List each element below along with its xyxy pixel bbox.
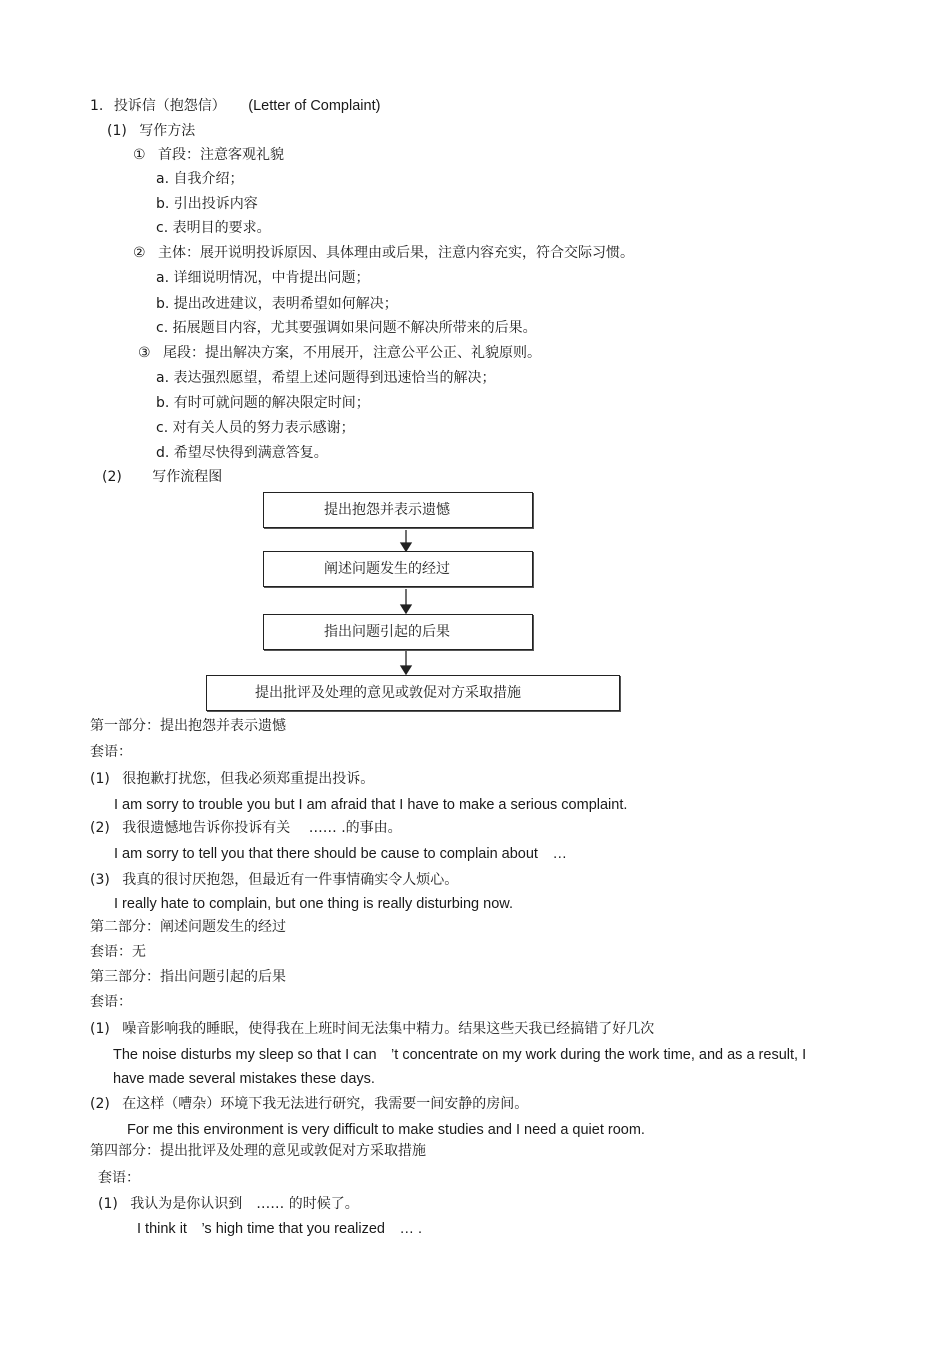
section1-label: (1) bbox=[107, 123, 127, 139]
flow-step-2 bbox=[263, 551, 533, 587]
phrase-cn bbox=[90, 818, 402, 838]
flow-step-1 bbox=[263, 492, 533, 528]
phrase-cn bbox=[90, 769, 374, 789]
phrase-number: (1) bbox=[90, 1021, 110, 1037]
heading-number: 1. bbox=[90, 98, 104, 114]
flow-arrowhead bbox=[401, 666, 411, 674]
part-three-phrases-label: 套语： bbox=[90, 994, 132, 1010]
heading-title-en: (Letter of Complaint) bbox=[248, 98, 381, 114]
flow-step-3 bbox=[263, 614, 533, 650]
part1-title-text: 首段：注意客观礼貌 bbox=[158, 147, 285, 163]
part1-item: a. 自我介绍； bbox=[156, 171, 244, 187]
part3-title bbox=[138, 343, 541, 363]
part3-item: b. 有时可就问题的解决限定时间； bbox=[156, 395, 370, 411]
part-four-phrases-label: 套语： bbox=[98, 1170, 140, 1186]
flow-step-label: 提出抱怨并表示遗憾 bbox=[324, 502, 450, 518]
part2-marker: ② bbox=[133, 245, 146, 261]
part3-title-text: 尾段：提出解决方案，不用展开，注意公平公正、礼貌原则。 bbox=[163, 345, 542, 361]
part-four-title: 第四部分：提出批评及处理的意见或敦促对方采取措施 bbox=[90, 1143, 426, 1159]
heading bbox=[90, 96, 380, 116]
phrase-cn-text: 我很遗憾地告诉你投诉有关 …… .的事由。 bbox=[122, 820, 402, 836]
flow-step-label: 阐述问题发生的经过 bbox=[324, 561, 450, 577]
phrase-cn-text: 我真的很讨厌抱怨，但最近有一件事情确实令人烦心。 bbox=[122, 872, 459, 888]
heading-title-cn: 投诉信（抱怨信） bbox=[113, 98, 226, 114]
section2-title bbox=[102, 467, 222, 487]
phrase-cn-text: 我认为是你认识到 …… 的时候了。 bbox=[130, 1196, 359, 1212]
flow-arrowhead bbox=[401, 543, 411, 551]
section1-title-text: 写作方法 bbox=[139, 123, 196, 139]
phrase-number: (3) bbox=[90, 872, 110, 888]
part2-title bbox=[133, 243, 634, 263]
part-two-title: 第二部分：阐述问题发生的经过 bbox=[90, 919, 286, 935]
flow-arrowhead bbox=[401, 605, 411, 613]
flow-step-4 bbox=[206, 675, 620, 711]
phrase-en: I am sorry to trouble you but I am afraid that I have to make a serious complaint. bbox=[114, 797, 628, 813]
phrase-cn bbox=[90, 870, 458, 890]
part3-marker: ③ bbox=[138, 345, 151, 361]
part1-marker: ① bbox=[133, 147, 146, 163]
part-one-phrases-label: 套语： bbox=[90, 744, 132, 760]
flow-step-label: 提出批评及处理的意见或敦促对方采取措施 bbox=[255, 685, 521, 701]
phrase-cn-text: 在这样（嘈杂）环境下我无法进行研究，我需要一间安静的房间。 bbox=[122, 1096, 529, 1112]
part-three-title: 第三部分：指出问题引起的后果 bbox=[90, 969, 286, 985]
section2-title-text: 写作流程图 bbox=[152, 469, 223, 485]
part2-item: a. 详细说明情况，中肯提出问题； bbox=[156, 270, 370, 286]
part1-item: b. 引出投诉内容 bbox=[156, 196, 258, 212]
phrase-cn bbox=[98, 1194, 359, 1214]
part-two-phrases-label: 套语：无 bbox=[90, 944, 146, 960]
phrase-number: (2) bbox=[90, 1096, 110, 1112]
phrase-number: (1) bbox=[98, 1196, 118, 1212]
section2-label: (2) bbox=[102, 469, 122, 485]
part1-title bbox=[133, 145, 284, 165]
part2-item: b. 提出改进建议，表明希望如何解决； bbox=[156, 296, 398, 312]
part2-item: c. 拓展题目内容，尤其要强调如果问题不解决所带来的后果。 bbox=[156, 320, 537, 336]
phrase-cn bbox=[90, 1094, 528, 1114]
part-one-title: 第一部分：提出抱怨并表示遗憾 bbox=[90, 718, 286, 734]
phrase-cn-text: 很抱歉打扰您，但我必须郑重提出投诉。 bbox=[122, 771, 375, 787]
phrase-en: For me this environment is very difficult to make studies and I need a quiet room. bbox=[127, 1122, 645, 1138]
phrase-number: (1) bbox=[90, 771, 110, 787]
phrase-cn bbox=[90, 1019, 654, 1039]
part3-item: a. 表达强烈愿望，希望上述问题得到迅速恰当的解决； bbox=[156, 370, 496, 386]
phrase-number: (2) bbox=[90, 820, 110, 836]
phrase-en: have made several mistakes these days. bbox=[113, 1071, 375, 1087]
section1-title bbox=[107, 121, 195, 141]
phrase-en: The noise disturbs my sleep so that I can ’t concentrate on my work during the work time, and as a result, I bbox=[113, 1047, 807, 1063]
part3-item: d. 希望尽快得到满意答复。 bbox=[156, 445, 328, 461]
phrase-en: I really hate to complain, but one thing is really disturbing now. bbox=[114, 896, 513, 912]
flow-step-label: 指出问题引起的后果 bbox=[324, 624, 450, 640]
phrase-en: I think it ’s high time that you realized … . bbox=[137, 1221, 423, 1237]
phrase-en: I am sorry to tell you that there should be cause to complain about … bbox=[114, 846, 567, 862]
phrase-cn-text: 噪音影响我的睡眠，使得我在上班时间无法集中精力。结果这些天我已经搞错了好几次 bbox=[122, 1021, 655, 1037]
part1-item: c. 表明目的要求。 bbox=[156, 220, 271, 236]
part3-item: c. 对有关人员的努力表示感谢； bbox=[156, 420, 355, 436]
part2-title-text: 主体：展开说明投诉原因、具体理由或后果，注意内容充实，符合交际习惯。 bbox=[158, 245, 635, 261]
